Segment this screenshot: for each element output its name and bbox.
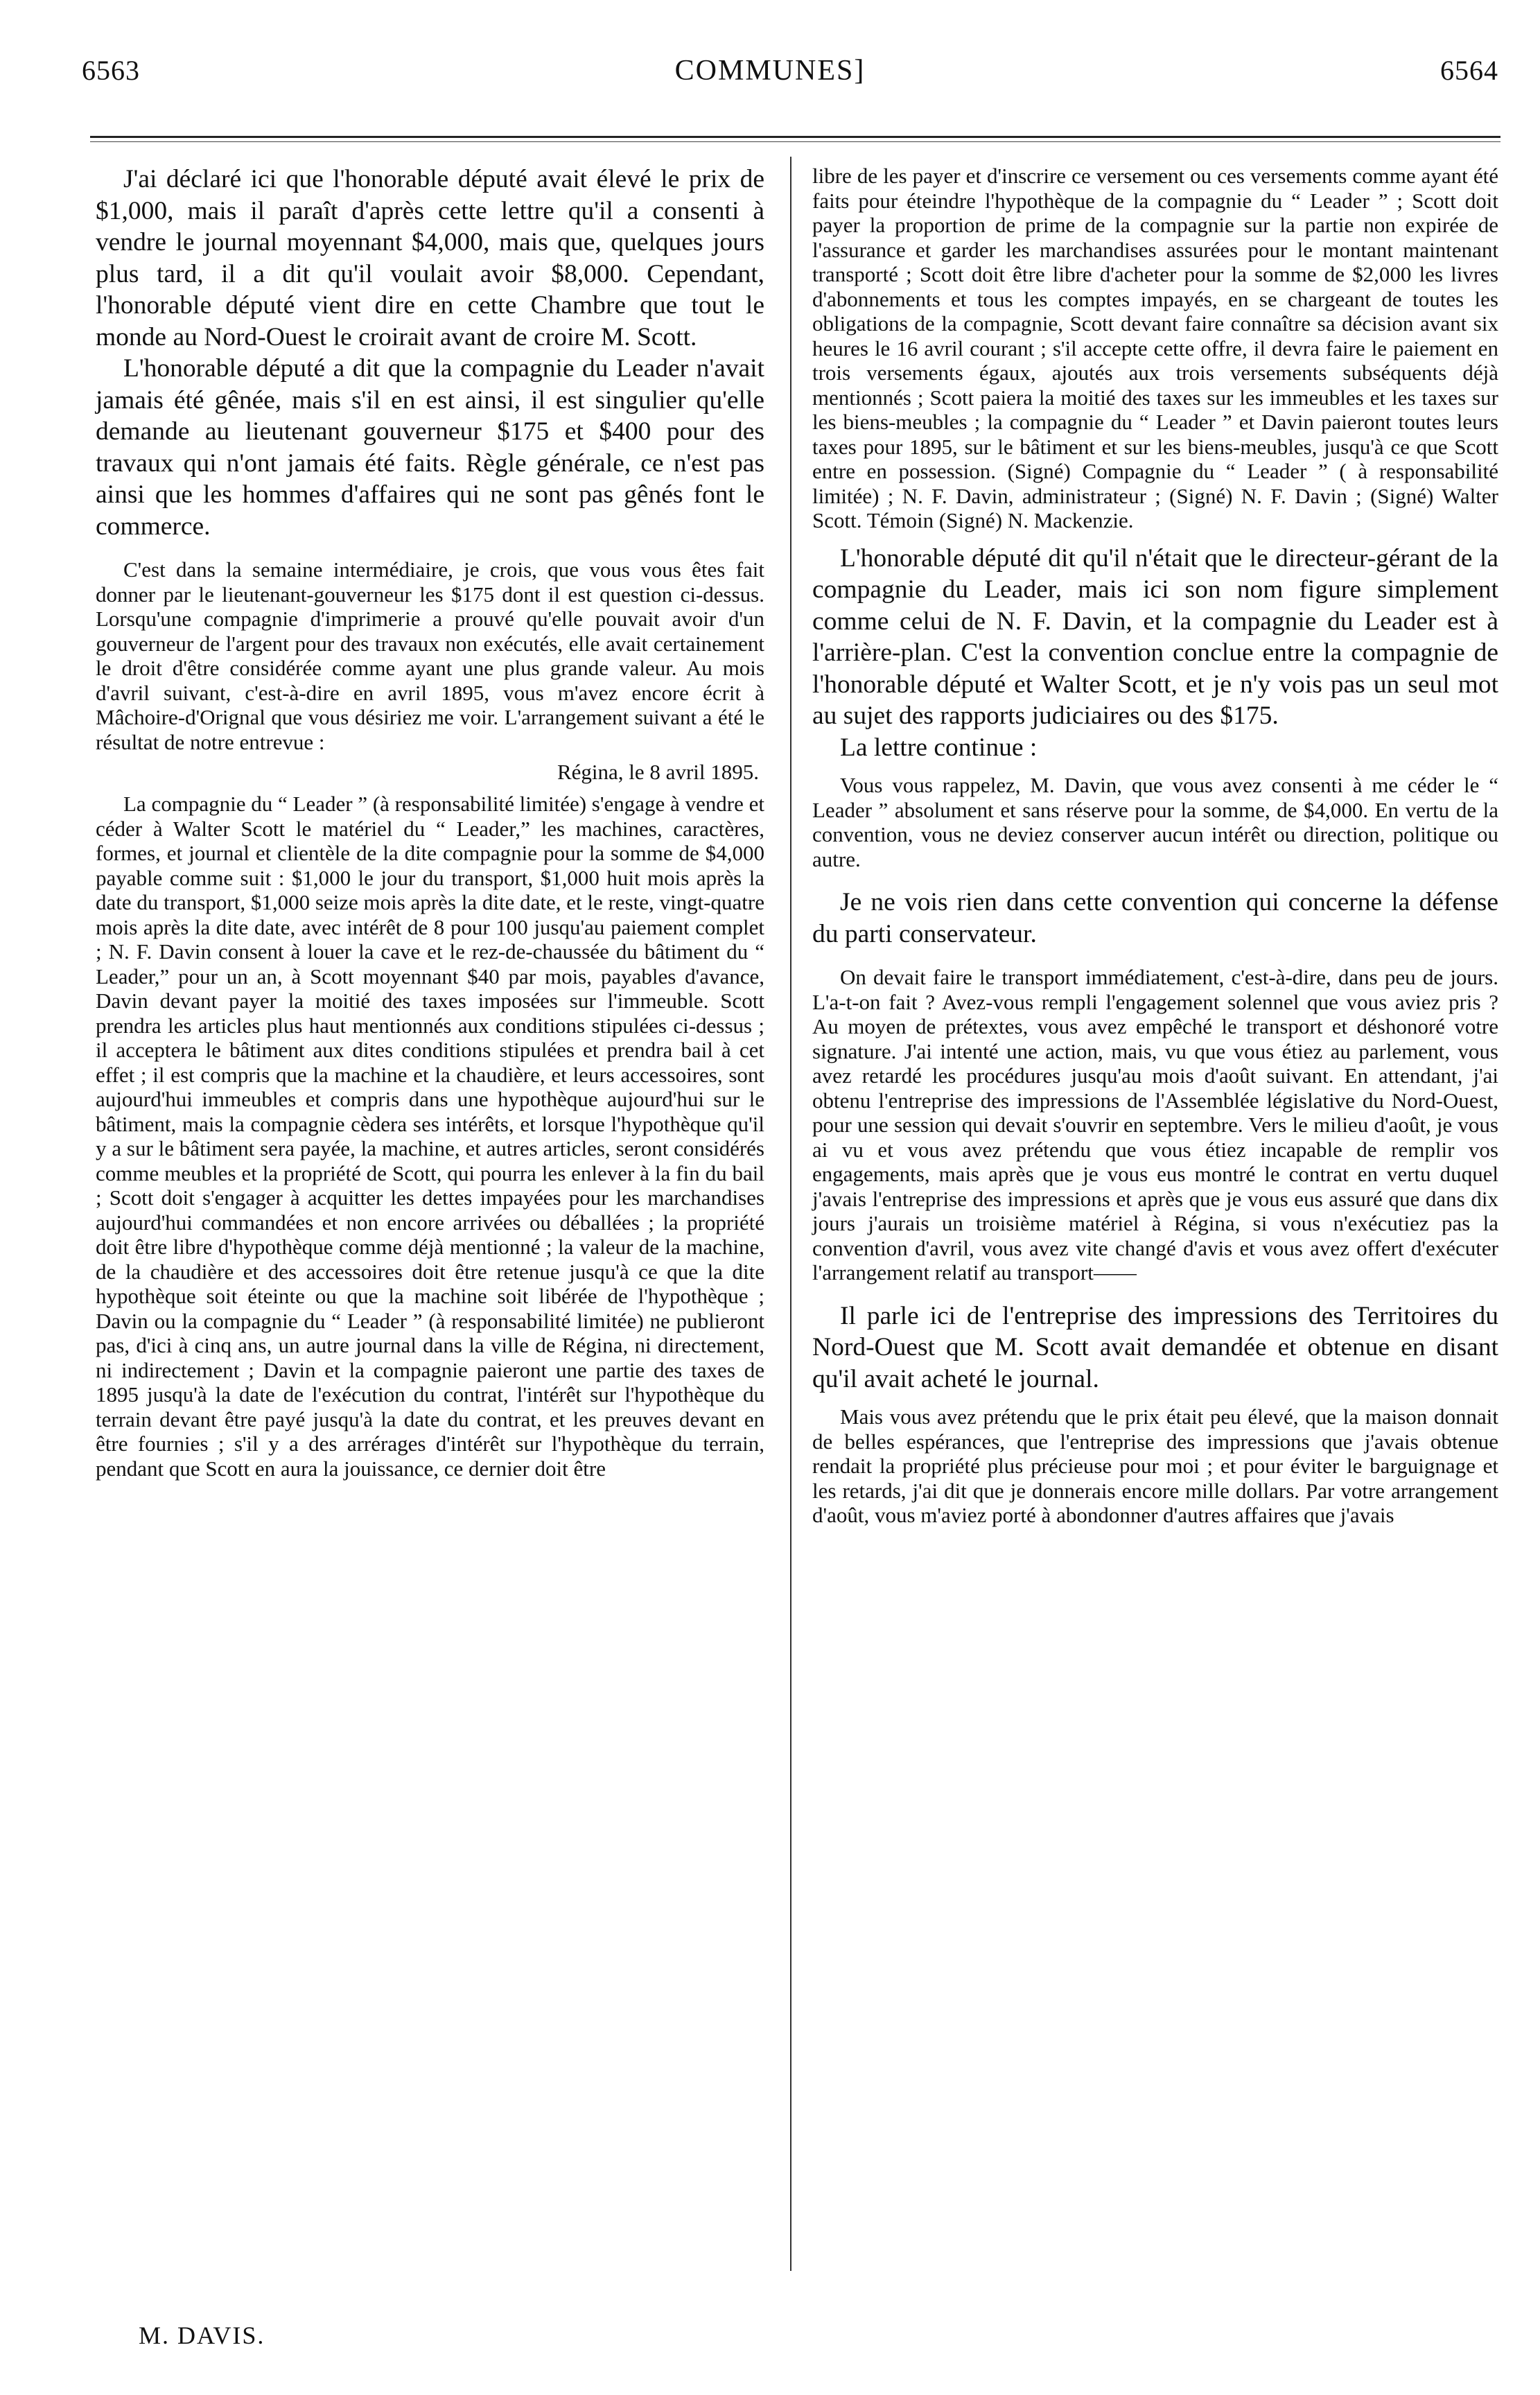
- agreement-continuation: libre de les payer et d'inscrire ce versement ou ces versements comme ayant été faits pour éteindre l'hypothèque de la compagnie du “ Leader ” ; Scott doit payer la proportion de prime de la compagnie sur la partie non expirée de l'assurance et garder les marchandises assurées pour le montant maintenant transporté ; Scott doit être libre d'acheter pour la somme de $2,000 les livres d'abonnements et tous les comptes impayés, en se chargeant de toutes les obligations de la compagnie, Scott devant faire connaître sa décision avant six heures le 16 avril courant ; s'il accepte cette offre, il devra faire le paiement en trois versements égaux, ajoutés aux trois versements subséquents déjà mentionnés ; Scott paiera la moitié des taxes sur les immeubles et les taxes sur les biens-meubles ; la compagnie du “ Leader ” et Davin paieront toutes leurs taxes pour 1895, sur le bâtiment et sur les biens-meubles, jusqu'à ce que Scott entre en possession. (Signé) Compagnie du “ Leader ” ( à responsabilité limitée) ; N. F. Davin, administrateur ; (Signé) N. F. Davin ; (Signé) Walter Scott. Témoin (Signé) N. Mackenzie.: [812, 164, 1498, 532]
- paragraph: L'honorable député dit qu'il n'était que le directeur-gérant de la compagnie du Leader, mais ici son nom figure simplement comme celui de N. F. Davin, et la compagnie du Leader est à l'arrière-plan. C'est la convention conclue entre la compagnie de l'honorable député et Walter Scott, et je n'y vois pas un seul mot au sujet des rapports judiciaires ou des $175.: [812, 543, 1498, 730]
- paragraph: Il parle ici de l'entreprise des impressions des Territoires du Nord-Ouest que M. Scott avait demandée et obtenue en disant qu'il avait acheté le journal.: [812, 1301, 1498, 1393]
- quoted-paragraph: C'est dans la semaine intermédiaire, je crois, que vous vous êtes fait donner par le lieutenant-gouverneur les $175 dont il est question ci-dessus. Lorsqu'une compagnie d'imprimerie a prouvé qu'elle pouvait avoir d'un gouverneur de l'argent pour des travaux non exécutés, elle avait certainement le droit d'être considérée comme ayant une plus grande valeur. Au mois d'avril suivant, c'est-à-dire en avril 1895, vous m'avez encore écrit à Mâchoire-d'Orignal que vous désiriez me voir. L'arrangement suivant a été le résultat de notre entrevue :: [96, 557, 764, 754]
- quoted-paragraph: On devait faire le transport immédiatement, c'est-à-dire, dans peu de jours. L'a-t-on fait ? Avez-vous rempli l'engagement solennel que vous aviez pris ? Au moyen de prétextes, vous avez empêché le transport et déshonoré votre signature. J'ai intenté une action, mais, vu que vous étiez au parlement, vous avez retardé les procédures jusqu'au mois d'août suivant. En attendant, j'ai obtenu l'entreprise des impressions de l'Assemblée législative du Nord-Ouest, pour une session qui devait s'ouvrir en septembre. Vers le milieu d'août, je vous ai vu et vous avez prétendu que vous étiez incapable de remplir vos engagements, mais après que je vous eus montré le contrat en vertu duquel j'avais l'entreprise des impressions et après que je vous eus assuré que dans dix jours j'aurais un troisième matériel à Régina, si vous n'exécutiez pas la convention d'avril, vous avez vite changé d'avis et vous avez offert d'exécuter l'arrangement relatif au transport——: [812, 965, 1498, 1284]
- running-title: COMMUNES]: [674, 55, 866, 87]
- speaker-name: M. DAVIS.: [139, 2322, 265, 2349]
- header-rule-thin: [90, 141, 1500, 142]
- right-column: [812, 164, 1498, 1528]
- page-number-left: 6563: [82, 55, 140, 86]
- quoted-paragraph: Vous vous rappelez, M. Davin, que vous avez consenti à me céder le “ Leader ” absolument et sans réserve pour la somme, de $4,000. En vertu de la convention, vous ne deviez conserver aucun intérêt ou direction, politique ou autre.: [812, 773, 1498, 871]
- header-rule: [90, 136, 1500, 138]
- paragraph: Je ne vois rien dans cette convention qui concerne la défense du parti conservateur.: [812, 888, 1498, 948]
- agreement-paragraph: La compagnie du “ Leader ” (à responsabilité limitée) s'engage à vendre et céder à Walter Scott le matériel du “ Leader,” les machines, caractères, formes, et journal et clientèle de la dite compagnie pour la somme de $4,000 payable comme suit : $1,000 le jour du transport, $1,000 huit mois après la date du transport, $1,000 seize mois après la dite date, et le reste, vingt-quatre mois après la dite date, avec intérêt de 8 pour 100 jusqu'au paiement complet ; N. F. Davin consent à louer la cave et le rez-de-chaussée du bâtiment du “ Leader,” pour un an, à Scott moyennant $40 par mois, payables d'avance, Davin devant payer la moitié des taxes imposées sur l'immeuble. Scott prendra les articles plus haut mentionnés aux conditions stipulées ci-dessus ; il acceptera le bâtiment aux dites conditions stipulées et prendra bail à cet effet ; il est compris que la machine et la chaudière, et leurs accessoires, sont aujourd'hui immeubles et compris dans une hypothèque aujourd'hui sur le bâtiment, mais la compagnie cèdera ses intérêts, et lorsque l'hypothèque qu'il y a sur le bâtiment sera payée, la machine, et autres articles, seront considérés comme meubles et la propriété de Scott, qui pourra les enlever à la fin du bail ; Scott doit s'engager à acquitter les dettes impayées pour les marchandises aujourd'hui commandées et non encore arrivées ou déballées ; la propriété doit être libre d'hypothèque comme déjà mentionné ; la valeur de la machine, de la chaudière et des accessoires doit être retenue jusqu'à ce que la dite hypothèque soit éteinte ou que la machine soit libérée de l'hypothèque ; Davin ou la compagnie du “ Leader ” (à responsabilité limitée) ne publieront pas, d'ici à cinq ans, un autre journal dans la ville de Régina, ni directement, ni indirectement ; Davin et la compagnie paieront une partie des taxes de 1895 jusqu'à la date de l'exécution du contrat, l'intérêt sur l'hypothèque du terrain devant être payé jusqu'à la date du contrat, et les preuves devant en être fournies ; s'il y a des arrérages d'intérêt sur l'hypothèque du terrain, pendant que Scott en aura la jouissance, ce dernier doit être: [96, 792, 764, 1481]
- left-column: [96, 164, 764, 1481]
- page-header: [0, 0, 1540, 111]
- dateline: Régina, le 8 avril 1895.: [557, 760, 759, 784]
- paragraph: La lettre continue :: [840, 733, 1038, 762]
- paragraph: J'ai déclaré ici que l'honorable député avait élevé le prix de $1,000, mais il paraît d'après cette lettre qu'il a consenti à vendre le journal moyennant $4,000, mais que, quelques jours plus tard, il a dit qu'il voulait avoir $8,000. Cependant, l'honorable député vient dire en cette Chambre que tout le monde au Nord-Ouest le croirait avant de croire M. Scott.: [96, 165, 764, 351]
- page-number-right: 6564: [1440, 55, 1498, 86]
- paragraph: L'honorable député a dit que la compagnie du Leader n'avait jamais été gênée, mais s'il en est ainsi, il est singulier qu'elle demande au lieutenant gouverneur $175 et $400 pour des travaux qui n'ont jamais été faits. Règle générale, ce n'est pas ainsi que les hommes d'affaires qui ne sont pas gênés font le commerce.: [96, 354, 764, 541]
- quoted-paragraph: Mais vous avez prétendu que le prix était peu élevé, que la maison donnait de belles espérances, que l'entreprise des impressions que j'avais obtenue rendait la propriété plus précieuse pour moi ; et pour éviter le barguignage et les retards, j'ai dit que je donnerais encore mille dollars. Par votre arrangement d'août, vous m'aviez porté à abondonner d'autres affaires que j'avais: [812, 1404, 1498, 1527]
- column-divider: [790, 157, 791, 2271]
